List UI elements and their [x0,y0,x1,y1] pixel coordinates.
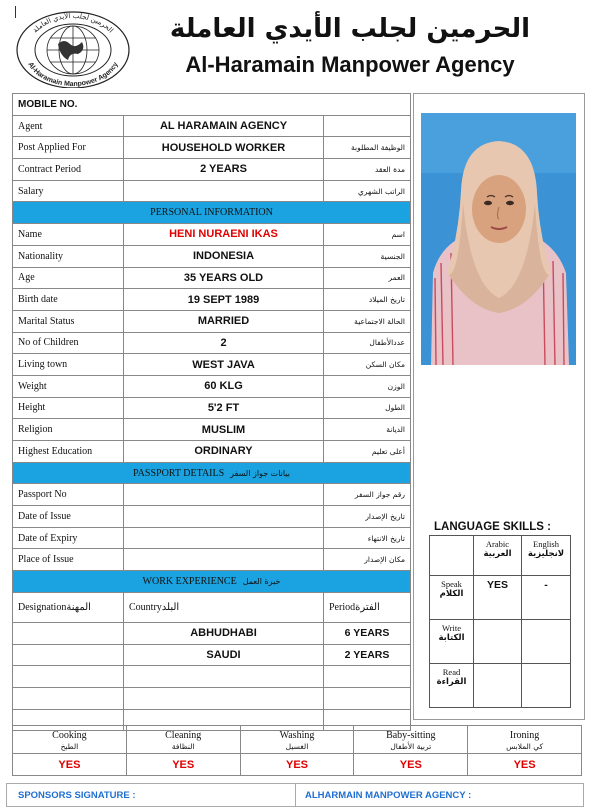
duty-value: YES [354,754,468,776]
form-row [13,527,411,549]
english-skill-value [522,620,571,664]
field-label: Date of Expiry [13,527,124,549]
logo-text-en: Al-Haramain Manpower Agency [26,61,120,88]
arabic-skill-value: YES [474,576,522,620]
english-label-ar: لانجليزية [527,549,565,559]
field-label-ar: العمر [324,267,411,289]
form-row [13,549,411,571]
arabic-column-header [474,536,522,576]
field-label: Marital Status [13,310,124,332]
work-experience-heading-label: WORK EXPERIENCE [142,575,237,587]
applicant-photo [421,113,576,365]
application-table [12,93,411,731]
form-row [13,267,411,289]
empty-cell [13,687,124,709]
country-header-label: Country [129,601,162,613]
form-row [13,115,411,137]
mobile-row [13,94,411,116]
field-label-ar: تاريخ الانتهاء [324,527,411,549]
field-label: Weight [13,375,124,397]
signature-divider [295,784,296,807]
form-row [13,310,411,332]
language-corner-cell [430,536,474,576]
work-designation [13,644,124,666]
duty-header [354,726,468,754]
field-value: HENI NURAENI IKAS [124,224,324,246]
work-header-row [13,592,411,622]
period-header-label-ar: الفترة [355,601,380,613]
skill-label-cell [430,576,474,620]
field-label: Birth date [13,289,124,311]
form-row [13,224,411,246]
passport-details-heading-row [13,462,411,484]
work-country: ABHUDHABI [124,622,324,644]
language-row [430,620,571,664]
skill-label: Speak [441,579,462,589]
form-row [13,441,411,463]
arabic-label-ar: العربية [483,549,512,559]
form-row [13,484,411,506]
field-label-ar: الديانة [324,419,411,441]
form-row [13,397,411,419]
form-row [13,354,411,376]
field-label-ar: أعلى تعليم [324,441,411,463]
field-label-ar: تاريخ الميلاد [324,289,411,311]
language-row [430,664,571,708]
form-row [13,289,411,311]
duty-label: Baby-sitting [386,729,436,741]
personal-information-heading-row [13,202,411,224]
empty-cell [324,666,411,688]
passport-details-heading-label-ar: بيانات جواز السفر [230,468,290,478]
form-row [13,137,411,159]
field-value: WEST JAVA [124,354,324,376]
field-label: Name [13,224,124,246]
field-label: Place of Issue [13,549,124,571]
duty-label: Washing [279,729,315,741]
language-row [430,576,571,620]
field-label: Height [13,397,124,419]
agency-signature-label: ALHARMAIN MANPOWER AGENCY : [305,790,472,801]
duty-label: Cleaning [165,729,202,741]
field-label: No of Children [13,332,124,354]
work-period: 6 YEARS [324,622,411,644]
mobile-label: MOBILE NO. [13,94,411,116]
skill-label-ar: القراءة [436,677,467,687]
field-label: Contract Period [13,159,124,181]
field-value: 19 SEPT 1989 [124,289,324,311]
period-header [324,592,411,622]
field-label: Religion [13,419,124,441]
field-value: MARRIED [124,310,324,332]
field-label-ar: الجنسية [324,245,411,267]
field-label: Living town [13,354,124,376]
field-label: Nationality [13,245,124,267]
form-row [13,332,411,354]
passport-details-heading-label: PASSPORT DETAILS [133,467,225,479]
empty-cell [124,666,324,688]
work-row-empty [13,687,411,709]
form-row [13,245,411,267]
english-label: English [533,539,559,549]
field-label-ar: اسم [324,224,411,246]
empty-cell [324,687,411,709]
field-value [124,549,324,571]
duties-value-row [13,754,582,776]
work-row [13,622,411,644]
work-designation [13,622,124,644]
duty-value: YES [240,754,354,776]
field-value [124,180,324,202]
skill-label-cell [430,620,474,664]
duty-label-ar: الغسيل [285,741,309,751]
field-value: INDONESIA [124,245,324,267]
english-column-header [522,536,571,576]
language-header-row [430,536,571,576]
field-value: 60 KLG [124,375,324,397]
field-label: Agent [13,115,124,137]
work-period: 2 YEARS [324,644,411,666]
duties-header-row [13,726,582,754]
personal-information-heading-label: PERSONAL INFORMATION [150,207,273,219]
form-row [13,180,411,202]
field-label-ar: الحالة الاجتماعية [324,310,411,332]
designation-header [13,592,124,622]
agency-title-ar: الحرمين لجلب الأيدي العاملة [169,14,531,44]
field-value [124,506,324,528]
duty-label-ar: الطبخ [60,741,79,751]
skill-label: Read [442,667,461,677]
language-skills-table [429,535,571,708]
field-value: 2 [124,332,324,354]
language-skills-title: LANGUAGE SKILLS : [434,521,551,533]
field-label: Passport No [13,484,124,506]
work-row [13,644,411,666]
duty-value: YES [13,754,127,776]
duty-label-ar: تربية الأطفال [390,741,432,751]
field-label: Post Applied For [13,137,124,159]
duty-header [126,726,240,754]
field-value: 5'2 FT [124,397,324,419]
field-label-ar: الوظيفة المطلوبة [324,137,411,159]
field-label: Salary [13,180,124,202]
duty-value: YES [126,754,240,776]
field-label-ar [324,115,411,137]
empty-cell [13,666,124,688]
field-label: Highest Education [13,441,124,463]
work-experience-heading [13,571,411,593]
english-skill-value [522,664,571,708]
work-experience-heading-row [13,571,411,593]
designation-header-label-ar: المهنة [66,601,91,613]
work-experience-heading-label-ar: خبرة العمل [242,576,281,586]
field-label-ar: مكان الإصدار [324,549,411,571]
sponsor-signature-label: SPONSORS SIGNATURE : [18,790,136,801]
field-label: Date of Issue [13,506,124,528]
duty-header [13,726,127,754]
logo-text-ar: الحرمين لجلب الأيدي العاملة [31,11,115,35]
duty-header [468,726,582,754]
agency-title-en: Al-Haramain Manpower Agency [185,52,515,77]
field-value [124,527,324,549]
field-label-ar: رقم جواز السفر [324,484,411,506]
field-value: MUSLIM [124,419,324,441]
field-value: AL HARAMAIN AGENCY [124,115,324,137]
english-skill-value: - [522,576,571,620]
work-country: SAUDI [124,644,324,666]
personal-information-heading [13,202,411,224]
country-header [124,592,324,622]
field-value: 35 YEARS OLD [124,267,324,289]
period-header-label: Period [329,601,356,613]
duties-table [12,725,582,776]
skill-label-ar: الكلام [439,589,464,599]
field-label: Age [13,267,124,289]
duty-value: YES [468,754,582,776]
field-label-ar: مدة العقد [324,159,411,181]
arabic-skill-value [474,664,522,708]
field-label-ar: الراتب الشهري [324,180,411,202]
field-value: ORDINARY [124,441,324,463]
duty-label: Cooking [52,729,87,741]
work-row-empty [13,666,411,688]
duty-label: Ironing [509,729,540,741]
duty-label-ar: النظافة [171,741,195,751]
field-label-ar: الوزن [324,375,411,397]
form-row [13,159,411,181]
field-value [124,484,324,506]
skill-label-ar: الكتابة [438,633,465,643]
form-row [13,375,411,397]
skill-label-cell [430,664,474,708]
field-label-ar: مكان السكن [324,354,411,376]
duty-label-ar: كي الملابس [506,741,544,751]
field-value: 2 YEARS [124,159,324,181]
designation-header-label: Designation [18,601,67,613]
arabic-label: Arabic [485,539,510,549]
arabic-skill-value [474,620,522,664]
field-label-ar: عددالأطفال [324,332,411,354]
skill-label: Write [441,623,461,633]
duty-header [240,726,354,754]
country-header-label-ar: البلد [161,601,180,613]
empty-cell [124,687,324,709]
field-label-ar: تاريخ الإصدار [324,506,411,528]
field-value: HOUSEHOLD WORKER [124,137,324,159]
agency-logo [14,8,132,88]
field-label-ar: الطول [324,397,411,419]
passport-details-heading [13,462,411,484]
form-row [13,506,411,528]
form-row [13,419,411,441]
